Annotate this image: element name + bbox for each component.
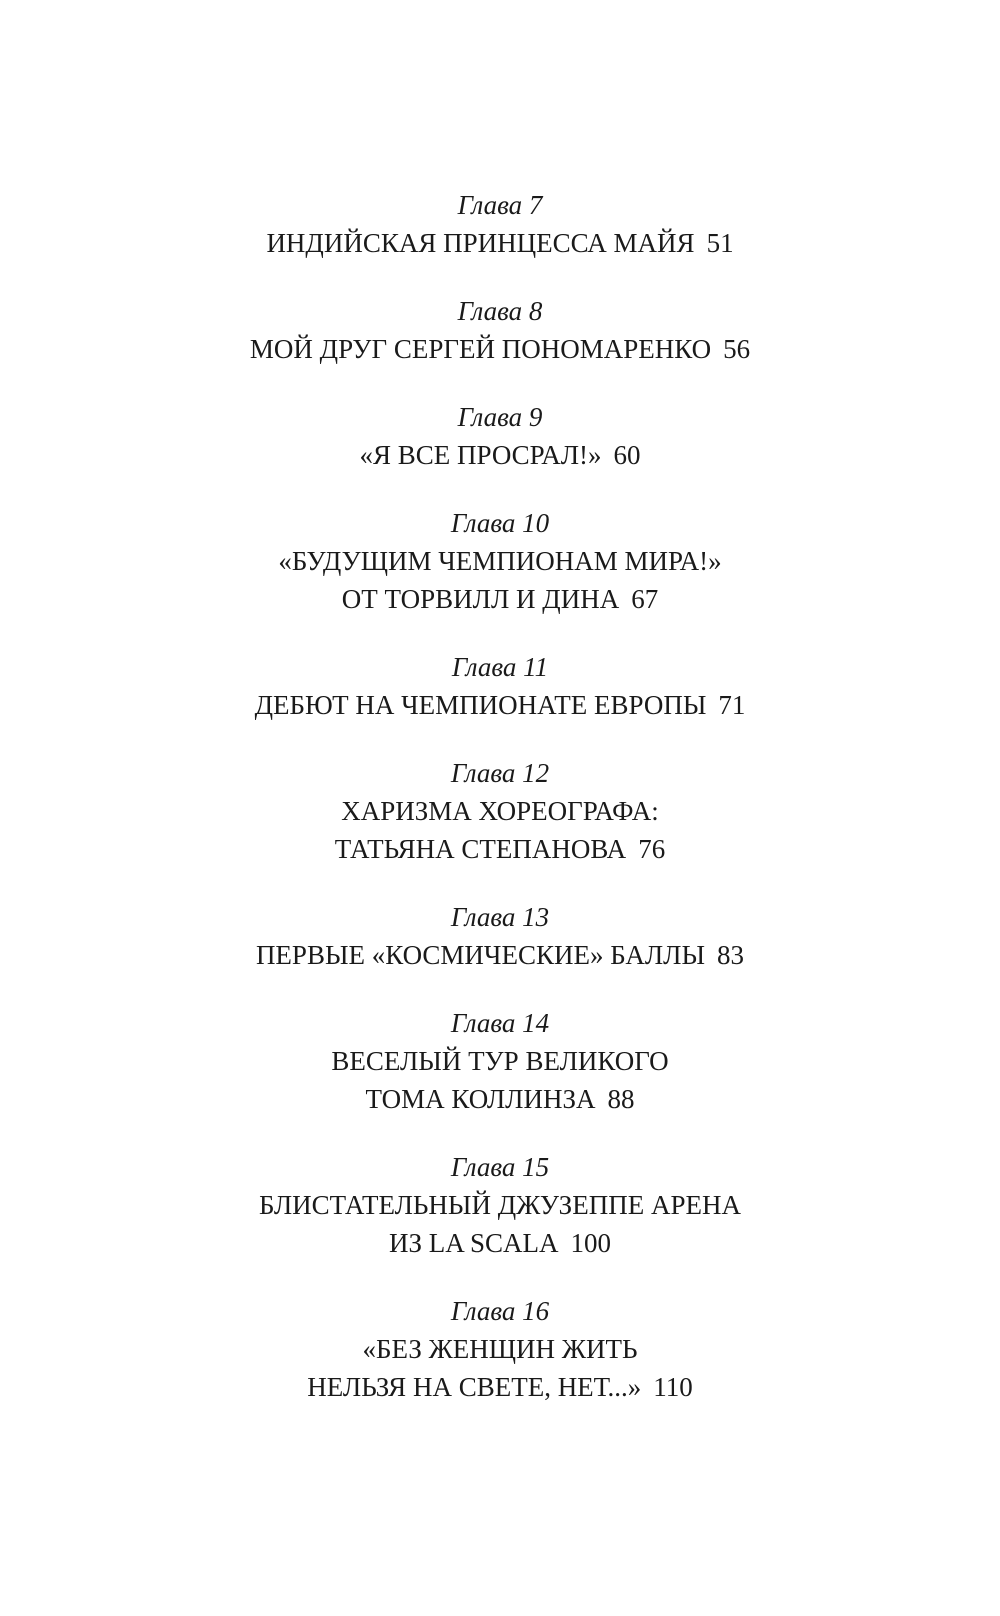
chapter-label: Глава 7 bbox=[457, 190, 543, 220]
chapter-label: Глава 14 bbox=[450, 1008, 550, 1038]
chapter-title-line bbox=[0, 436, 1000, 474]
chapter-title-line bbox=[0, 1042, 1000, 1080]
chapter-title-line bbox=[0, 1330, 1000, 1368]
toc-entry bbox=[0, 292, 1000, 368]
chapter-title-line bbox=[0, 1080, 1000, 1118]
chapter-title-text: МОЙ ДРУГ СЕРГЕЙ ПОНОМАРЕНКО bbox=[249, 334, 712, 364]
chapter-title-text: ОТ ТОРВИЛЛ И ДИНА bbox=[341, 584, 620, 614]
chapter-title-line bbox=[0, 1368, 1000, 1406]
page-number: 100 bbox=[570, 1228, 612, 1258]
chapter-title-text: ВЕСЕЛЫЙ ТУР ВЕЛИКОГО bbox=[331, 1046, 669, 1076]
chapter-title-text: ХАРИЗМА ХОРЕОГРАФА: bbox=[341, 796, 659, 826]
chapter-title-text: НЕЛЬЗЯ НА СВЕТЕ, НЕТ...» bbox=[307, 1372, 642, 1402]
chapter-title-text: ИЗ LA SCALA bbox=[388, 1228, 559, 1258]
chapter-title-text: ИНДИЙСКАЯ ПРИНЦЕССА МАЙЯ bbox=[266, 228, 695, 258]
toc-entry bbox=[0, 1292, 1000, 1406]
page-number: 71 bbox=[718, 690, 746, 720]
chapter-label: Глава 16 bbox=[450, 1296, 550, 1326]
toc-entry bbox=[0, 1004, 1000, 1118]
chapter-label: Глава 10 bbox=[450, 508, 550, 538]
toc-entry bbox=[0, 898, 1000, 974]
toc-entry bbox=[0, 398, 1000, 474]
toc-entry bbox=[0, 186, 1000, 262]
chapter-title-text: ДЕБЮТ НА ЧЕМПИОНАТЕ ЕВРОПЫ bbox=[254, 690, 707, 720]
chapter-title-text: «БЕЗ ЖЕНЩИН ЖИТЬ bbox=[362, 1334, 638, 1364]
chapter-title-line bbox=[0, 936, 1000, 974]
chapter-label: Глава 9 bbox=[457, 402, 543, 432]
toc-entry bbox=[0, 504, 1000, 618]
chapter-label: Глава 8 bbox=[457, 296, 543, 326]
chapter-title-text: БЛИСТАТЕЛЬНЫЙ ДЖУЗЕППЕ АРЕНА bbox=[259, 1190, 741, 1220]
chapter-title-line bbox=[0, 224, 1000, 262]
chapter-title-line bbox=[0, 1224, 1000, 1262]
table-of-contents bbox=[0, 186, 1000, 1406]
chapter-title-line bbox=[0, 686, 1000, 724]
chapter-label: Глава 11 bbox=[451, 652, 549, 682]
chapter-label: Глава 12 bbox=[450, 758, 550, 788]
chapter-title-text: «БУДУЩИМ ЧЕМПИОНАМ МИРА!» bbox=[278, 546, 722, 576]
page-number: 67 bbox=[631, 584, 659, 614]
page-number: 56 bbox=[723, 334, 751, 364]
page-number: 88 bbox=[607, 1084, 635, 1114]
page-number: 60 bbox=[613, 440, 641, 470]
chapter-title-line bbox=[0, 1186, 1000, 1224]
chapter-title-line bbox=[0, 792, 1000, 830]
page-number: 76 bbox=[638, 834, 666, 864]
page-number: 83 bbox=[717, 940, 745, 970]
chapter-title-line bbox=[0, 580, 1000, 618]
toc-entry bbox=[0, 754, 1000, 868]
chapter-label: Глава 15 bbox=[450, 1152, 550, 1182]
chapter-title-text: ТОМА КОЛЛИНЗА bbox=[365, 1084, 596, 1114]
chapter-title-text: ПЕРВЫЕ «КОСМИЧЕСКИЕ» БАЛЛЫ bbox=[255, 940, 706, 970]
chapter-title-line bbox=[0, 542, 1000, 580]
chapter-title-line bbox=[0, 830, 1000, 868]
chapter-title-line bbox=[0, 330, 1000, 368]
page-number: 110 bbox=[653, 1372, 693, 1402]
chapter-title-text: ТАТЬЯНА СТЕПАНОВА bbox=[334, 834, 627, 864]
toc-entry bbox=[0, 648, 1000, 724]
chapter-title-text: «Я ВСЕ ПРОСРАЛ!» bbox=[359, 440, 602, 470]
chapter-label: Глава 13 bbox=[450, 902, 550, 932]
page-number: 51 bbox=[706, 228, 734, 258]
toc-entry bbox=[0, 1148, 1000, 1262]
